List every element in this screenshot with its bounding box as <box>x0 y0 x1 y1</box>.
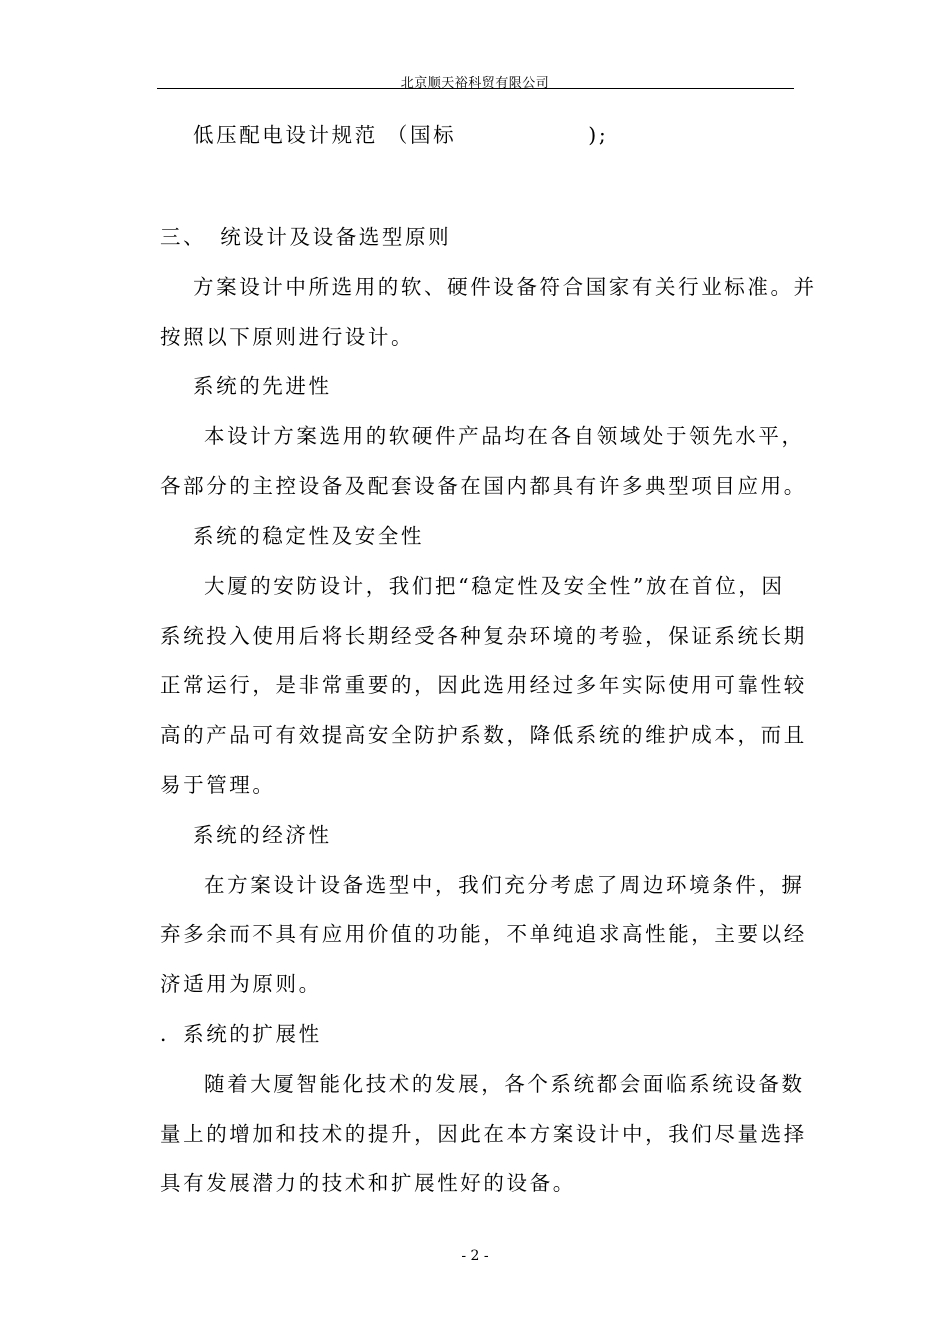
sub2-line-5: 易于管理。 <box>160 773 276 797</box>
sub1-title: 系统的先进性 <box>193 374 332 398</box>
standard-line-suffix: ); <box>588 123 609 147</box>
standard-line <box>193 123 608 147</box>
page-number: - 2 - <box>461 1248 489 1264</box>
sub2-line-3: 正常运行，是非常重要的，因此选用经过多年实际使用可靠性较 <box>160 673 807 697</box>
sub4-line-2: 量上的增加和技术的提升，因此在本方案设计中，我们尽量选择 <box>160 1122 807 1146</box>
sub4-line-3: 具有发展潜力的技术和扩展性好的设备。 <box>160 1171 576 1195</box>
page-header-company: 北京顺天裕科贸有限公司 <box>400 76 550 91</box>
sub4-title: ．系统的扩展性 <box>160 1022 322 1046</box>
sub3-line-3: 济适用为原则。 <box>160 972 322 996</box>
header-rule <box>157 88 794 89</box>
section-heading <box>160 225 451 249</box>
sub2-line-4: 高的产品可有效提高安全防护系数，降低系统的维护成本，而且 <box>160 723 807 747</box>
sub4-line-1: 随着大厦智能化技术的发展，各个系统都会面临系统设备数 <box>204 1072 805 1096</box>
intro-line-1: 方案设计中所选用的软、硬件设备符合国家有关行业标准。并 <box>193 275 817 299</box>
intro-line-2: 按照以下原则进行设计。 <box>160 325 415 349</box>
sub1-line-2: 各部分的主控设备及配套设备在国内都具有许多典型项目应用。 <box>160 474 807 498</box>
section-number: 三、 <box>160 225 207 249</box>
sub3-line-1: 在方案设计设备选型中，我们充分考虑了周边环境条件，摒 <box>204 873 805 897</box>
sub3-title: 系统的经济性 <box>193 823 332 847</box>
standard-line-prefix: 低压配电设计规范 （国标 <box>193 123 457 147</box>
section-title: 统设计及设备选型原则 <box>220 225 452 249</box>
sub2-title: 系统的稳定性及安全性 <box>193 524 424 548</box>
sub3-line-2: 弃多余而不具有应用价值的功能，不单纯追求高性能，主要以经 <box>160 922 807 946</box>
sub2-line-1: 大厦的安防设计，我们把“稳定性及安全性”放在首位，因 <box>204 574 785 598</box>
sub2-line-2: 系统投入使用后将长期经受各种复杂环境的考验，保证系统长期 <box>160 624 807 648</box>
sub1-line-1: 本设计方案选用的软硬件产品均在各自领域处于领先水平， <box>204 424 805 448</box>
